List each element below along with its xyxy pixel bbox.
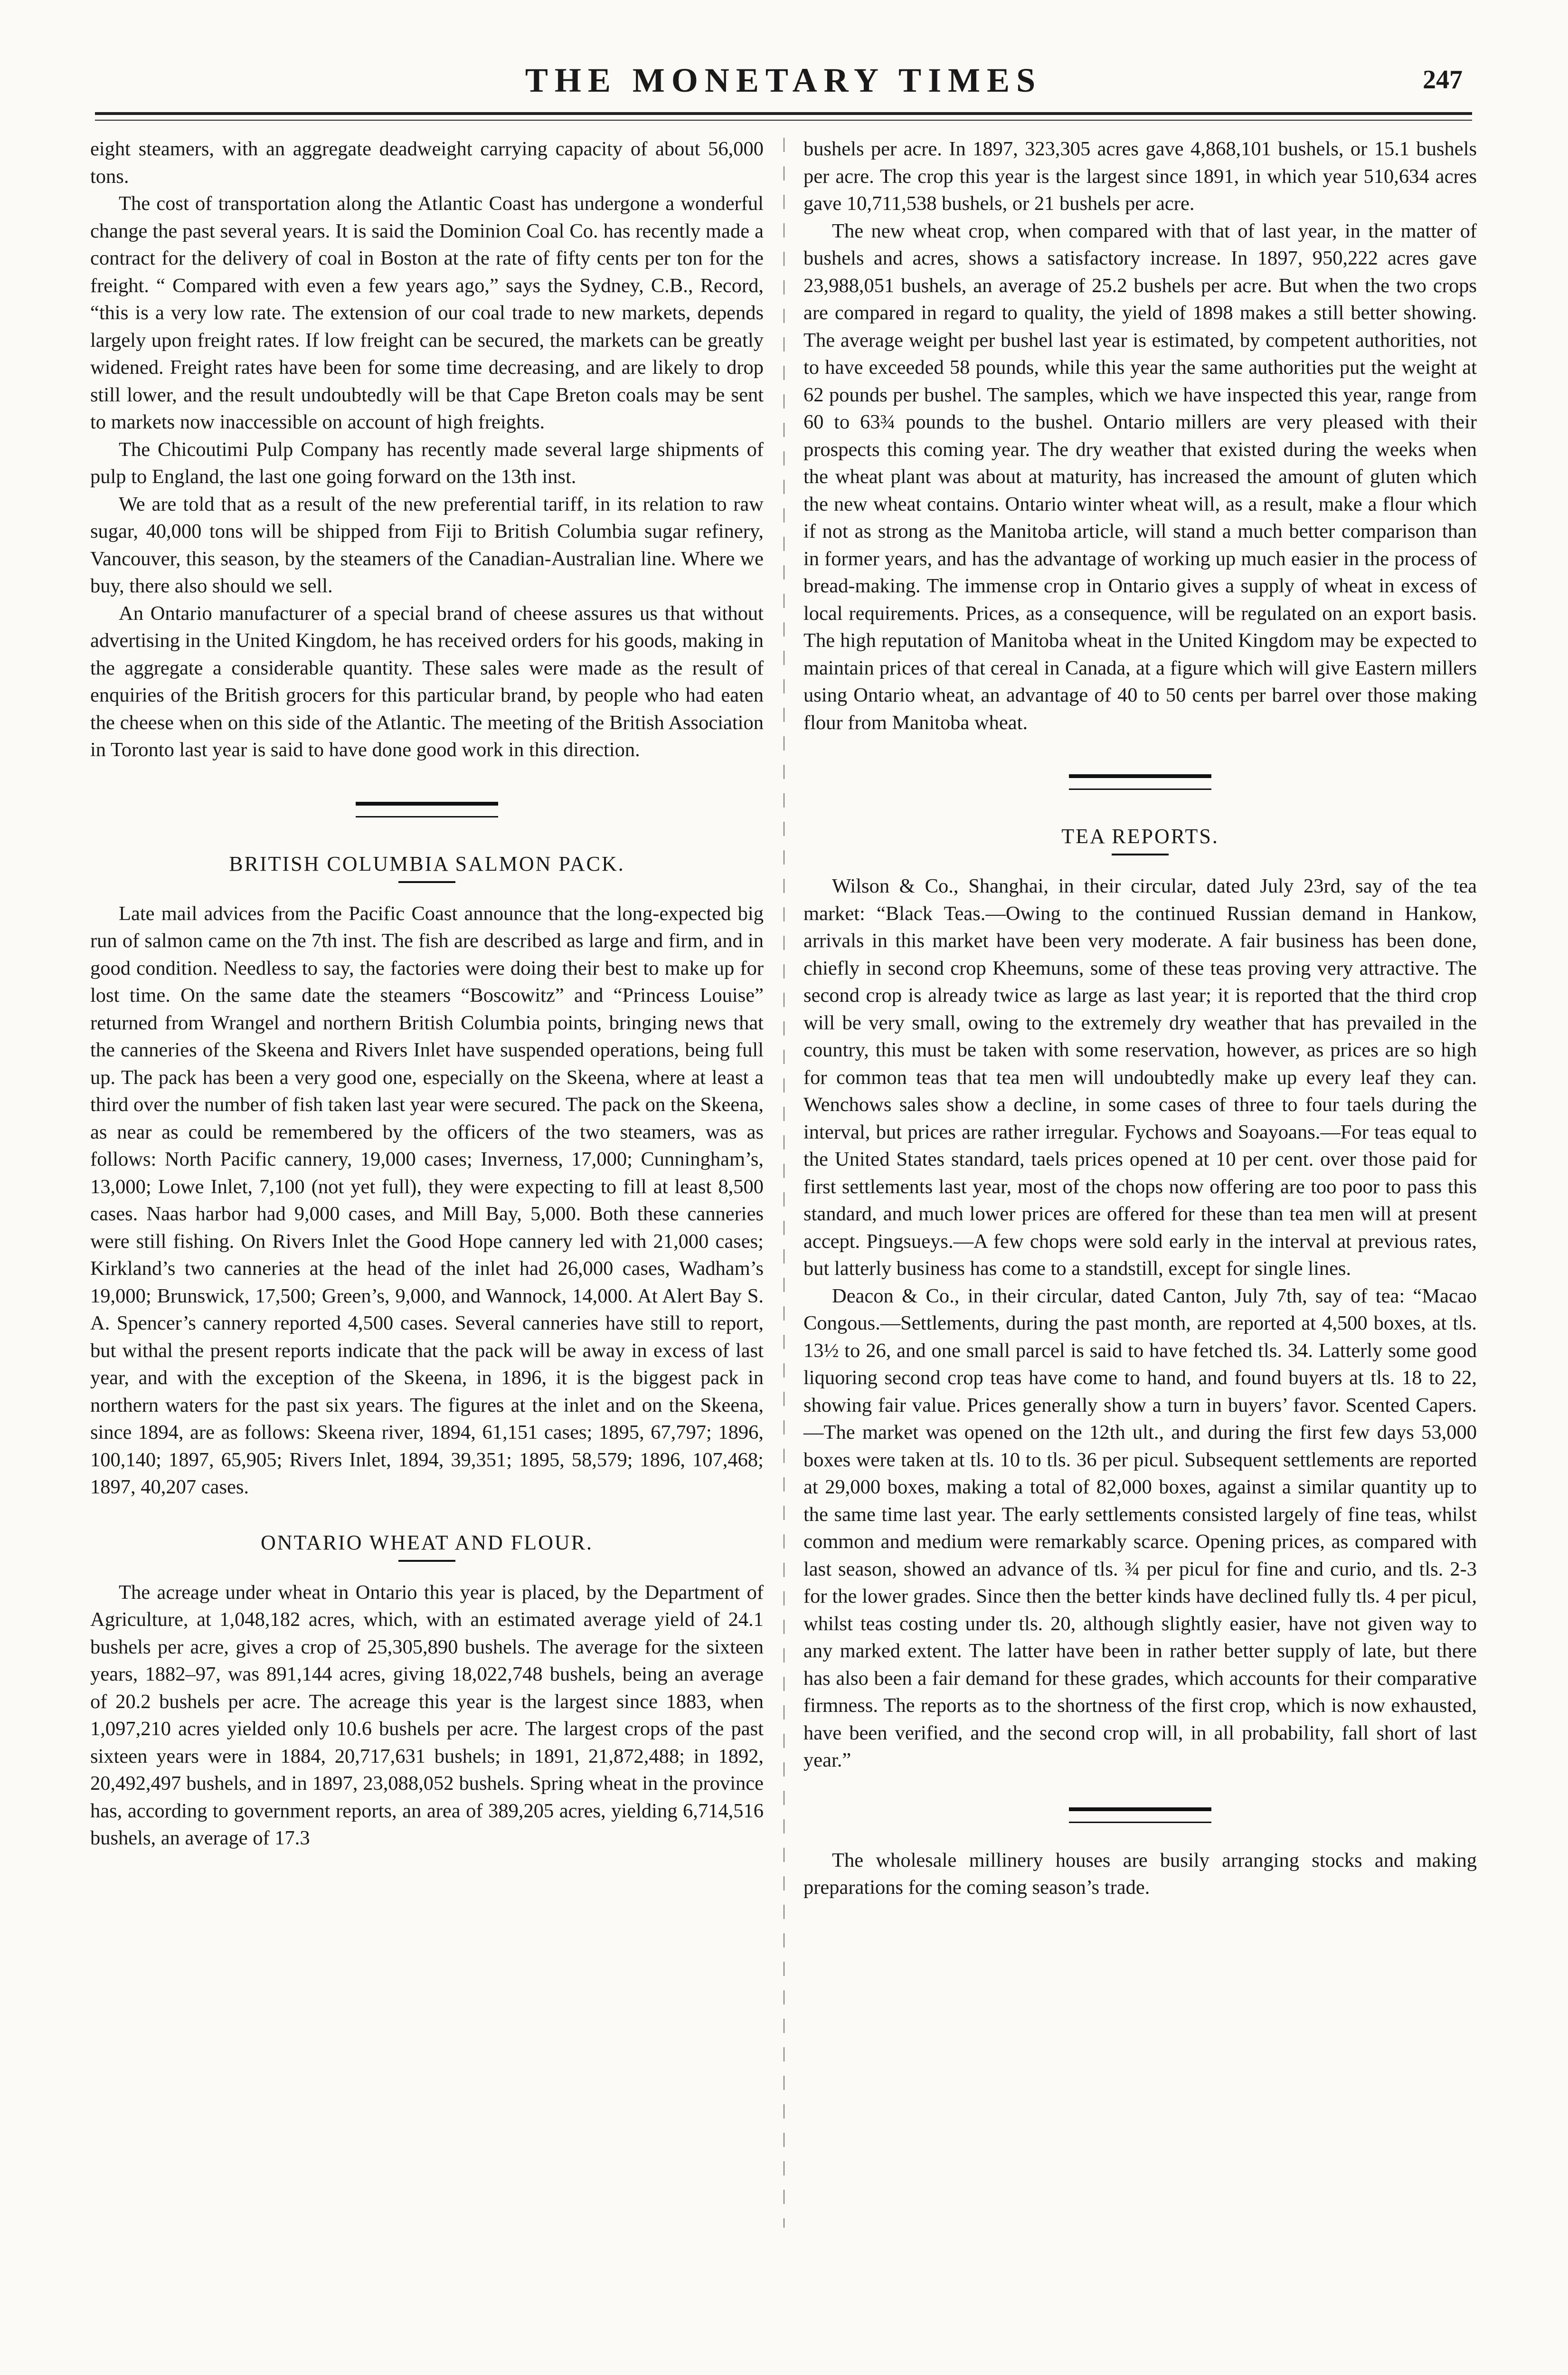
heading-underbar	[398, 881, 455, 883]
right-column	[803, 135, 1477, 1901]
tea-reports-paragraph: Deacon & Co., in their circular, dated Canton, July 7th, say of tea: “Macao Congous.—Settlements, during the past month, are reported at 4,500 boxes, at tls. 13½ to 26, and one small parcel is said to have fetched tls. 34. Latterly some good liquoring second crop teas have come to hand, and found buyers at tls. 18 to 22, showing fair value. Prices generally show a turn in buyers’ favor. Scented Capers.—The market was opened on the 12th ult., and during the first few days 53,000 boxes were taken at tls. 10 to tls. 36 per picul. Subsequent settlements are reported at 29,000 boxes, making a total of 82,000 boxes, against a similar quantity up to the same time last year. The early settlements consisted largely of fine teas, whilst common and medium were remarkably scarce. Opening prices, as compared with last season, showed an advance of tls. ¾ per picul for fine and curio, and tls. 2-3 for the lower grades. Since then the better kinds have declined fully tls. 4 per picul, whilst teas costing under tls. 20, although slightly easier, have not given way to any marked extent. The latter have been in rather better supply of late, but there has also been a fair demand for these grades, which accounts for their comparative firmness. The reports as to the shortness of the first crop, which is now exhausted, have been verified, and the second crop will, in all probability, fall short of last year.”	[803, 1284, 1477, 1771]
header-rule-thin	[95, 120, 1472, 121]
article-paragraph: The cost of transportation along the Atlantic Coast has undergone a wonderful change the past several years. It is said the Dominion Coal Co. has recently made a contract for the delivery of coal in Boston at the rate of fifty cents per ton for the freight. “ Compared with even a few years ago,” says the Sydney, C.B., Record, “this is a very low rate. The extension of our coal trade to new markets, depends largely upon freight rates. If low freight can be secured, the markets can be greatly widened. Freight rates have been for some time decreasing, and are likely to drop still lower, and the result undoubtedly will be that Cape Breton coals may be sent to markets now inaccessible on account of high freights.	[90, 192, 764, 433]
wheat-flour-heading: ONTARIO WHEAT AND FLOUR.	[261, 1530, 593, 1554]
wheat-flour-body: The acreage under wheat in Ontario this year is placed, by the Department of Agriculture, at 1,048,182 acres, which, with an estimated average yield of 24.1 bushels per acre, gives a crop of 25,305,890 bushels. The average for the sixteen years, 1882–97, was 891,144 acres, giving 18,022,748 bushels, being an average of 20.2 bushels per acre. The acreage this year is the largest since 1883, when 1,097,210 acres yielded only 10.6 bushels per acre. The largest crops of the past sixteen years were in 1884, 20,717,631 bushels; in 1891, 21,872,488; in 1892, 20,492,497 bushels, and in 1897, 23,088,052 bushels. Spring wheat in the province has, according to government reports, an area of 389,205 acres, yielding 6,714,516 bushels, an average of 17.3	[90, 1581, 764, 1849]
article-paragraph: An Ontario manufacturer of a special brand of cheese assures us that without advertising in the United Kingdom, he has received orders for his goods, making in the aggregate a considerable quantity. These sales were made as the result of enquiries of the British grocers for this particular brand, by people who had eaten the cheese when on this side of the Atlantic. The meeting of the British Association in Toronto last year is said to have done good work in this direction.	[90, 602, 764, 761]
article-paragraph: The Chicoutimi Pulp Company has recently made several large shipments of pulp to England, the last one going forward on the 13th inst.	[90, 438, 764, 488]
section-separator	[1069, 774, 1211, 790]
closing-note	[803, 1807, 1477, 1901]
page-number: 247	[1423, 65, 1463, 95]
tea-reports-paragraph: Wilson & Co., Shanghai, in their circular, dated July 23rd, say of the tea market: “Black Teas.—Owing to the continued Russian demand in Hankow, arrivals in this market have been very moderate. A fair business has been done, chiefly in second crop Kheemuns, some of these teas proving very attractive. The second crop is already twice as large as last year; it is reported that the third crop will be very small, owing to the extremely dry weather that has prevailed in the country, this must be taken with some reservation, however, as prices are so high for common teas that tea men will undoubtedly make up every leaf they can. Wenchows sales show a decline, in some cases of three to four taels during the interval, but prices are rather irregular. Fychows and Soayoans.—For teas equal to the United States standard, taels prices opened at 10 per cent. over those paid for first settlements last year, most of the chops now offering are too poor to pass this standard, and much lower prices are offered for these than tea men will at present accept. Pingsueys.—A few chops were sold early in the interval at previous rates, but latterly business has come to a standstill, except for single lines.	[803, 875, 1477, 1280]
heading-underbar	[398, 1560, 455, 1562]
article-paragraph: bushels per acre. In 1897, 323,305 acres gave 4,868,101 bushels, or 15.1 bushels per acre. The crop this year is the largest since 1891, in which year 510,634 acres gave 10,711,538 bushels, or 21 bushels per acre.	[803, 138, 1477, 215]
article-paragraph: The new wheat crop, when compared with that of last year, in the matter of bushels and acres, shows a satisfactory increase. In 1897, 950,222 acres gave 23,988,051 bushels, an average of 25.2 bushels per acre. But when the two crops are compared in regard to quality, the yield of 1898 makes a still better showing. The average weight per bushel last year is estimated, by competent authorities, not to have exceeded 58 pounds, while this year the same authorities put the weight at 62 pounds per bushel. The samples, which we have inspected this year, range from 60 to 63¾ pounds to the bushel. Ontario millers are very pleased with their prospects this coming year. The dry weather that existed during the weeks when the wheat plant was about at maturity, has increased the amount of gluten which the new wheat contains. Ontario winter wheat will, as a result, make a flour which if not as strong as the Manitoba article, will stand a much better comparison than in former years, and has the advantage of working up much easier in the process of bread-making. The immense crop in Ontario gives a supply of wheat in excess of local requirements. Prices, as a consequence, will be regulated on an export basis. The high reputation of Manitoba wheat in the United Kingdom may be expected to maintain prices of that cereal in Canada, at a figure which will give Eastern millers using Ontario wheat, an advantage of 40 to 50 cents per barrel over those making flour from Manitoba wheat.	[803, 219, 1477, 734]
publication-title: THE MONETARY TIMES	[525, 61, 1042, 99]
section-separator	[1069, 1807, 1211, 1823]
article-paragraph: eight steamers, with an aggregate deadweight carrying capacity of about 56,000 tons.	[90, 138, 764, 188]
salmon-pack-body: Late mail advices from the Pacific Coast announce that the long-expected big run of salmon came on the 7th inst. The fish are described as large and firm, and in good condition. Needless to say, the factories were doing their best to make up for lost time. On the same date the steamers “Boscowitz” and “Princess Louise” returned from Wrangel and northern British Columbia points, bringing news that the canneries of the Skeena and Rivers Inlet have suspended operations, being full up. The pack has been a very good one, especially on the Skeena, where at least a third over the number of fish taken last year were secured. The pack on the Skeena, as near as could be remembered by the officers of the two steamers, was as follows: North Pacific cannery, 19,000 cases; Inverness, 17,000; Cunningham’s, 13,000; Lowe Inlet, 7,100 (not yet full), they were expecting to fill at least 8,500 cases. Naas harbor had 9,000 cases, and Mill Bay, 5,000. Both these canneries were still fishing. On Rivers Inlet the Good Hope cannery led with 21,000 cases; Kirkland’s two canneries at the head of the inlet had 26,000 cases, Wadham’s 19,000; Brunswick, 17,500; Green’s, 9,000, and Wannock, 14,000. At Alert Bay S. A. Spencer’s cannery reported 4,500 cases. Several canneries have still to report, but withal the present reports indicate that the pack will be away in excess of last year, and with the exception of the Skeena, in 1896, it is the biggest pack in northern waters for the past six years. The figures at the inlet and on the Skeena, since 1894, are as follows: Skeena river, 1894, 61,151 cases; 1895, 67,797; 1896, 100,140; 1897, 65,905; Rivers Inlet, 1894, 39,351; 1895, 58,579; 1896, 107,468; 1897, 40,207 cases.	[90, 902, 764, 1498]
heading-underbar	[1112, 854, 1169, 855]
millinery-note: The wholesale millinery houses are busily arranging stocks and making preparations for the coming season’s trade.	[803, 1849, 1477, 1899]
header-rule-thick	[95, 112, 1472, 115]
section-separator	[356, 802, 498, 817]
tea-reports-heading: TEA REPORTS.	[1061, 825, 1219, 848]
article-paragraph: We are told that as a result of the new preferential tariff, in its relation to raw sugar, 40,000 tons will be shipped from Fiji to British Columbia sugar refinery, Vancouver, this season, by the steamers of the Canadian-Australian line. Where we buy, there also should we sell.	[90, 493, 764, 597]
left-column	[90, 135, 764, 1852]
salmon-pack-heading: BRITISH COLUMBIA SALMON PACK.	[229, 852, 625, 875]
masthead	[104, 61, 1463, 113]
